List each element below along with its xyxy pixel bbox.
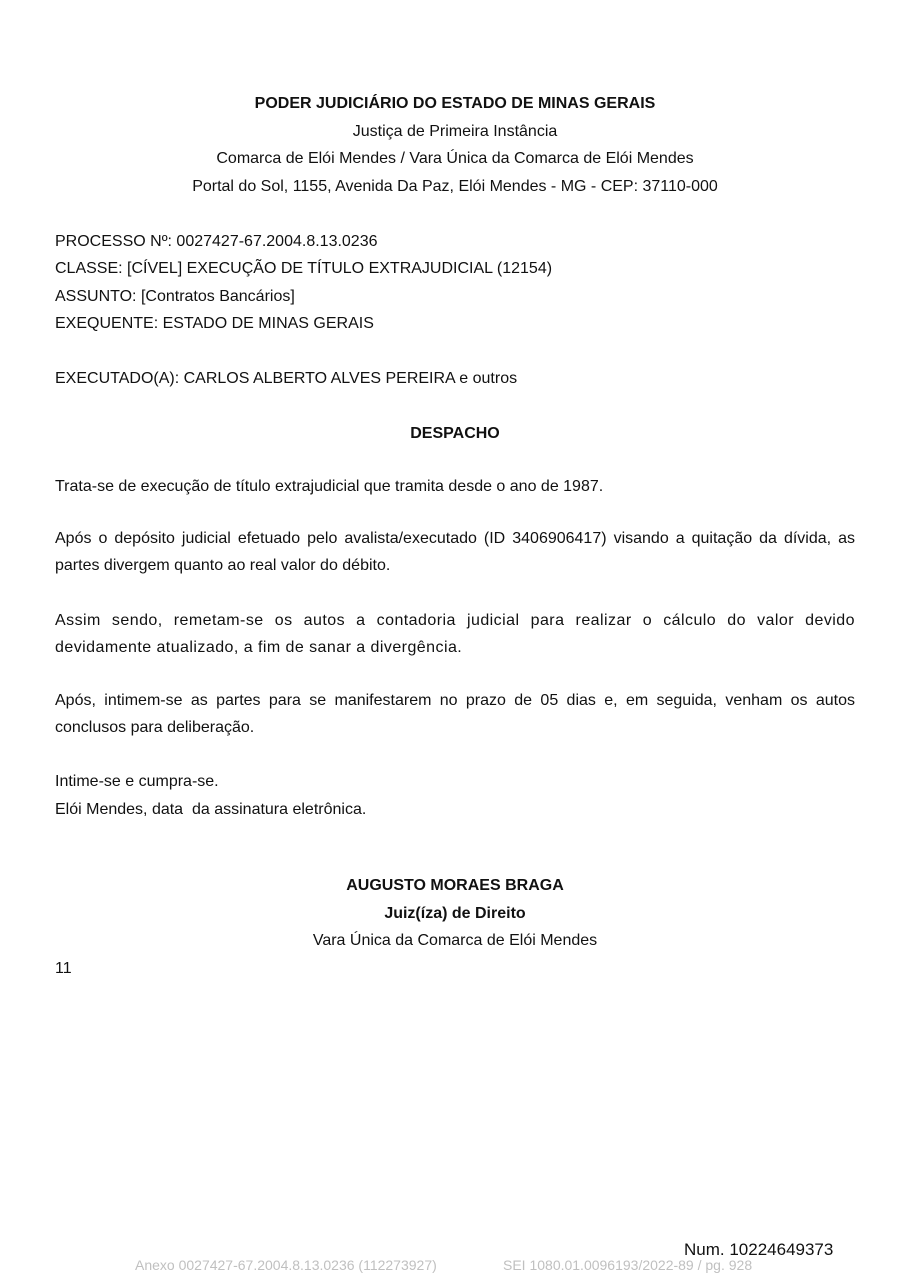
closing-line-1: Intime-se e cumpra-se. xyxy=(55,773,219,790)
document-number: Num. 10224649373 xyxy=(684,1240,834,1259)
paragraph-2: Após o depósito judicial efetuado pelo avalista/executado (ID 3406906417) visando a quitação da dívida, as partes divergem quanto ao real valor do débito. xyxy=(55,530,855,574)
case-number: PROCESSO Nº: 0027427-67.2004.8.13.0236 xyxy=(55,233,378,250)
document-title: DESPACHO xyxy=(410,425,500,442)
case-subject: ASSUNTO: [Contratos Bancários] xyxy=(55,288,295,305)
signer-role: Juiz(íza) de Direito xyxy=(384,905,526,922)
sei-reference: SEI 1080.01.0096193/2022-89 / pg. 928 xyxy=(503,1257,753,1273)
paragraph-3: Assim sendo, remetam-se os autos a contadoria judicial para realizar o cálculo do valor devido devidamente atualizado, a fim de sanar a divergência. xyxy=(55,612,855,656)
signer-name: AUGUSTO MORAES BRAGA xyxy=(346,877,564,894)
court-header-comarca: Comarca de Elói Mendes / Vara Única da Comarca de Elói Mendes xyxy=(216,150,694,167)
page-marker: 11 xyxy=(55,960,72,977)
annex-reference: Anexo 0027427-67.2004.8.13.0236 (112273927) xyxy=(135,1257,437,1273)
paragraph-1: Trata-se de execução de título extrajudicial que tramita desde o ano de 1987. xyxy=(55,478,604,495)
paragraph-4: Após, intimem-se as partes para se manifestarem no prazo de 05 dias e, em seguida, venham os autos conclusos para deliberação. xyxy=(55,692,855,736)
case-class: CLASSE: [CÍVEL] EXECUÇÃO DE TÍTULO EXTRAJUDICIAL (12154) xyxy=(55,260,553,277)
case-defendant: EXECUTADO(A): CARLOS ALBERTO ALVES PEREIRA e outros xyxy=(55,370,518,387)
signer-court: Vara Única da Comarca de Elói Mendes xyxy=(312,932,598,949)
court-header-title: PODER JUDICIÁRIO DO ESTADO DE MINAS GERAIS xyxy=(254,95,656,112)
court-header-instance: Justiça de Primeira Instância xyxy=(352,123,558,140)
case-plaintiff: EXEQUENTE: ESTADO DE MINAS GERAIS xyxy=(55,315,374,332)
court-header-address: Portal do Sol, 1155, Avenida Da Paz, Elói Mendes - MG - CEP: 37110-000 xyxy=(192,178,718,195)
closing-line-2: Elói Mendes, data da assinatura eletrônica. xyxy=(55,801,367,818)
